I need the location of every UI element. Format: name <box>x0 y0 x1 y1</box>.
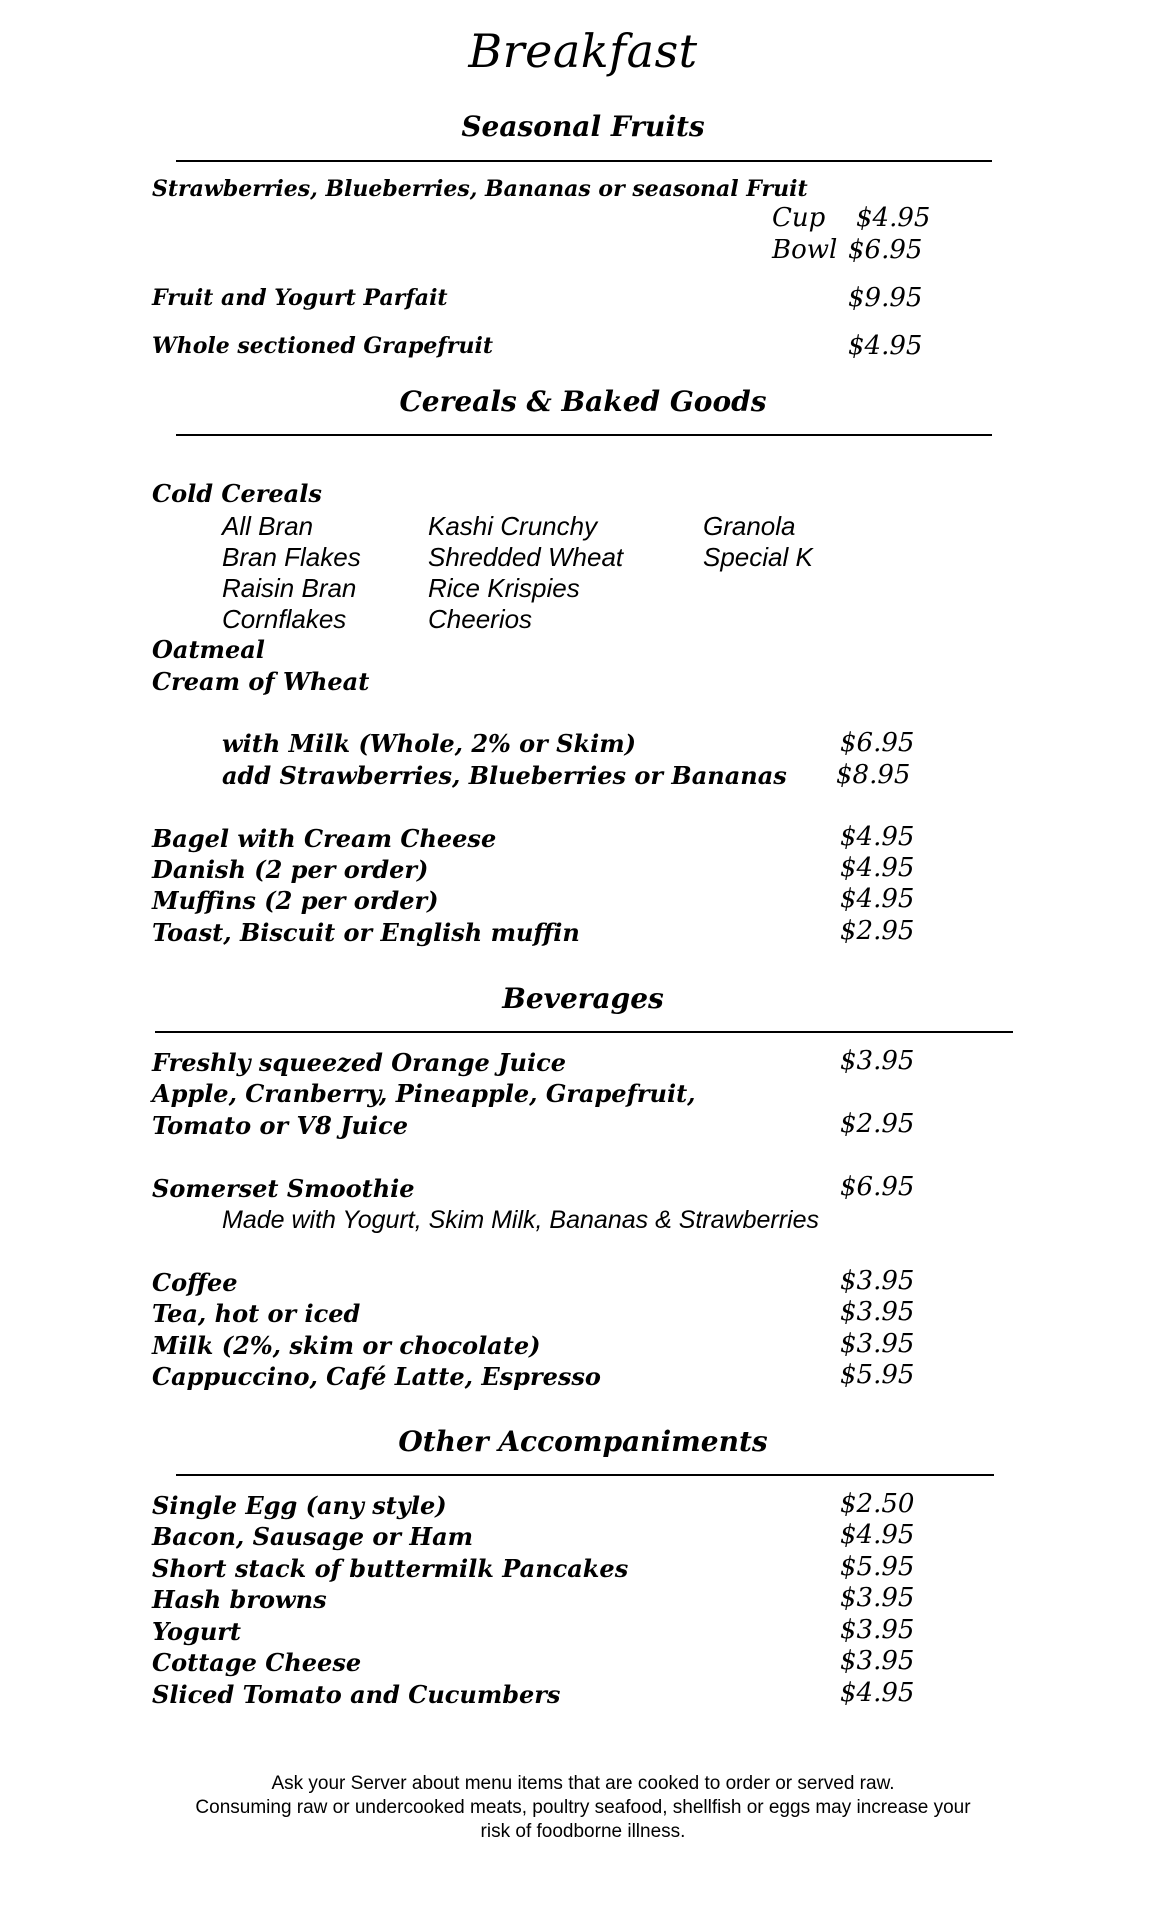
menu-item-name: Freshly squeezed Orange Juice <box>152 1048 566 1077</box>
menu-item-price: $3.95 <box>840 1266 915 1296</box>
menu-item-name: Yogurt <box>152 1617 242 1646</box>
menu-item-price: $8.95 <box>836 760 911 790</box>
allergy-disclaimer <box>130 1772 1036 1844</box>
menu-item-name: Milk (2%, skim or chocolate) <box>152 1331 541 1360</box>
menu-item-name: Hash browns <box>152 1585 327 1614</box>
size-label: Bowl <box>772 235 838 265</box>
menu-item-name: with Milk (Whole, 2% or Skim) <box>222 729 637 758</box>
menu-item-name: Bacon, Sausage or Ham <box>152 1522 474 1551</box>
menu-item-price: $6.95 <box>848 235 923 265</box>
menu-item-price: $4.95 <box>840 822 915 852</box>
menu-item-price: $3.95 <box>840 1646 915 1676</box>
section-title-cereals: Cereals & Baked Goods <box>399 385 767 418</box>
menu-item-price: $4.95 <box>840 1678 915 1708</box>
section-divider <box>176 160 992 162</box>
menu-item-name: Danish (2 per order) <box>152 855 429 884</box>
section-divider <box>176 434 992 436</box>
cereal-option: Raisin Bran <box>222 573 357 603</box>
menu-item-name: Sliced Tomato and Cucumbers <box>152 1680 561 1709</box>
menu-item-name: Cottage Cheese <box>152 1648 362 1677</box>
menu-item-price: $4.95 <box>840 853 915 883</box>
menu-item-name: Somerset Smoothie <box>152 1174 415 1203</box>
menu-item-price: $3.95 <box>840 1329 915 1359</box>
section-divider <box>176 1474 994 1476</box>
section-divider <box>155 1031 1013 1033</box>
cereal-option: Rice Krispies <box>428 573 580 603</box>
menu-item-name: add Strawberries, Blueberries or Bananas <box>222 761 787 790</box>
menu-item-price: $9.95 <box>848 283 923 313</box>
size-label: Cup <box>772 203 826 233</box>
menu-item-price: $6.95 <box>840 1172 915 1202</box>
disclaimer-line: risk of foodborne illness. <box>480 1821 686 1842</box>
menu-item-price: $3.95 <box>840 1046 915 1076</box>
menu-item-name: Cappuccino, Café Latte, Espresso <box>152 1362 601 1391</box>
menu-item-name: Strawberries, Blueberries, Bananas or seasonal Fruit <box>152 176 808 202</box>
menu-item-price: $4.95 <box>840 1520 915 1550</box>
section-title-fruits: Seasonal Fruits <box>461 110 705 143</box>
menu-item-price: $2.50 <box>840 1489 915 1519</box>
menu-item-name: Muffins (2 per order) <box>152 886 439 915</box>
menu-item-price: $5.95 <box>840 1360 915 1390</box>
menu-item-price: $3.95 <box>840 1583 915 1613</box>
menu-item-name: Coffee <box>152 1268 238 1297</box>
menu-item-description: Made with Yogurt, Skim Milk, Bananas & Strawberries <box>222 1206 820 1234</box>
cereal-option: Granola <box>703 511 796 541</box>
menu-item-name: Short stack of buttermilk Pancakes <box>152 1554 629 1583</box>
menu-item-price: $3.95 <box>840 1615 915 1645</box>
menu-item-name: Whole sectioned Grapefruit <box>152 333 493 359</box>
menu-item-name: Oatmeal <box>152 635 265 664</box>
menu-item-price: $4.95 <box>840 884 915 914</box>
section-title-beverages: Beverages <box>502 982 664 1015</box>
menu-item-name: Apple, Cranberry, Pineapple, Grapefruit, <box>152 1079 696 1108</box>
menu-item-price: $4.95 <box>848 331 923 361</box>
cereal-option: Special K <box>703 542 813 572</box>
cereal-option: Kashi Crunchy <box>428 511 598 541</box>
menu-item-name: Tea, hot or iced <box>152 1299 361 1328</box>
cereal-option: Shredded Wheat <box>428 542 624 572</box>
menu-item-name: Tomato or V8 Juice <box>152 1111 408 1140</box>
menu-item-price: $5.95 <box>840 1552 915 1582</box>
section-title-accompaniments: Other Accompaniments <box>398 1425 768 1458</box>
menu-item-name: Bagel with Cream Cheese <box>152 824 497 853</box>
menu-item-price: $4.95 <box>856 203 931 233</box>
menu-item-name: Fruit and Yogurt Parfait <box>152 285 448 311</box>
page-title: Breakfast <box>468 24 698 78</box>
menu-item-price: $6.95 <box>840 728 915 758</box>
menu-item-name: Toast, Biscuit or English muffin <box>152 918 580 947</box>
cereal-option: Cheerios <box>428 604 533 634</box>
menu-item-price: $2.95 <box>840 1109 915 1139</box>
menu-item-price: $3.95 <box>840 1297 915 1327</box>
menu-item-name: Cream of Wheat <box>152 667 370 696</box>
disclaimer-line: Ask your Server about menu items that are cooked to order or served raw. <box>271 1773 895 1794</box>
cereal-option: Cornflakes <box>222 604 347 634</box>
menu-item-name: Cold Cereals <box>152 479 322 508</box>
cereal-option: Bran Flakes <box>222 542 361 572</box>
menu-item-name: Single Egg (any style) <box>152 1491 447 1520</box>
menu-item-price: $2.95 <box>840 916 915 946</box>
cereal-option: All Bran <box>222 511 314 541</box>
disclaimer-line: Consuming raw or undercooked meats, poultry seafood, shellfish or eggs may increase your <box>195 1797 971 1818</box>
